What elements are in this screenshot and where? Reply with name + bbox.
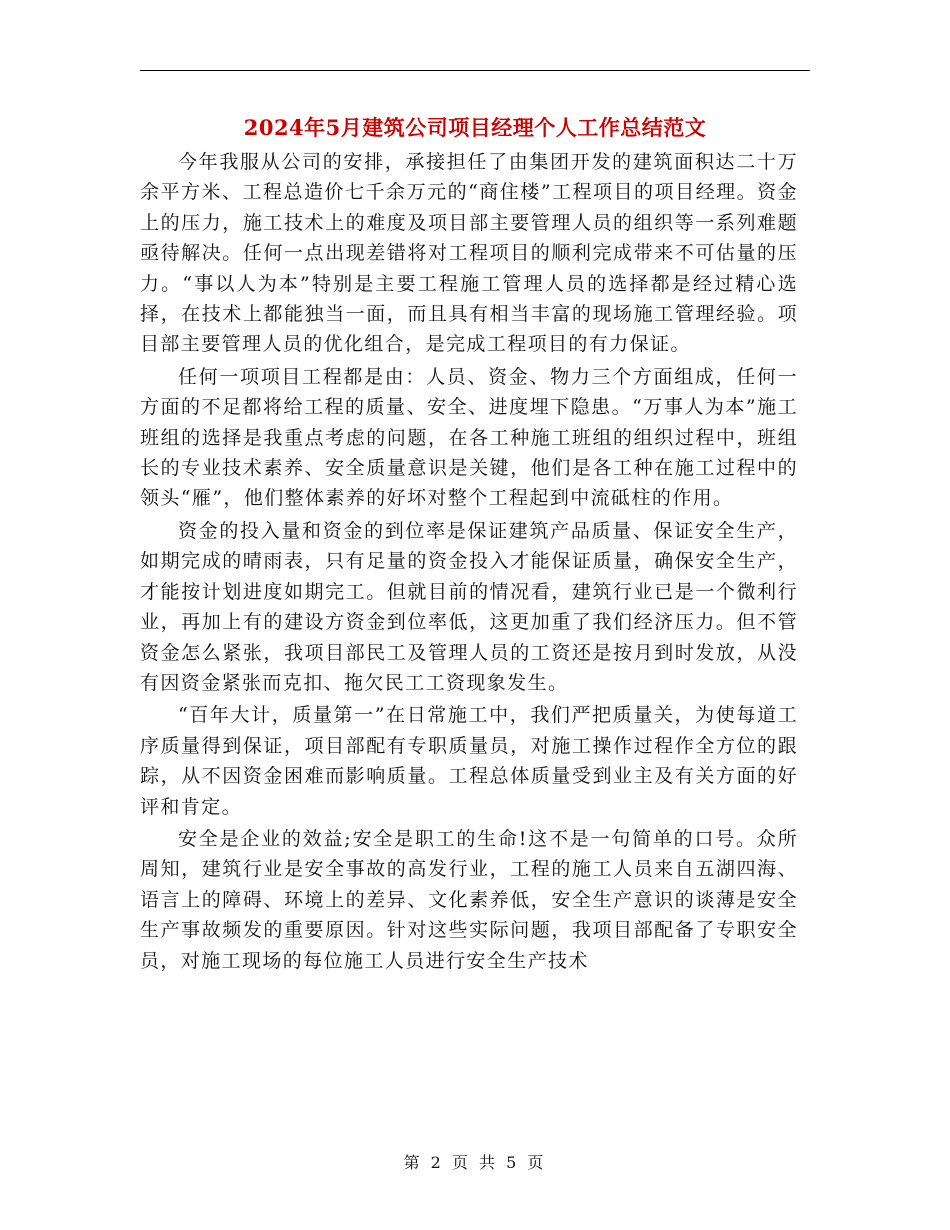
paragraph: 资金的投入量和资金的到位率是保证建筑产品质量、保证安全生产，如期完成的晴雨表，只有足量的资金投入才能保证质量，确保安全生产，才能按计划进度如期完工。但就目前的情况看，建筑行业已是一个微利行业，再加上有的建设方资金到位率低，这更加重了我们经济压力。但不管资金怎么紧张，我项目部民工及管理人员的工资还是按月到时发放，从没有因资金紧张而克扣、拖欠民工工资现象发生。 (140, 519, 798, 694)
page-number-footer: 第 2 页 共 5 页 (403, 1153, 547, 1172)
paragraph: “百年大计，质量第一”在日常施工中，我们严把质量关，为使每道工序质量得到保证，项目部配有专职质量员，对施工操作过程作全方位的跟踪，从不因资金困难而影响质量。工程总体质量受到业主及有关方面的好评和肯定。 (140, 704, 798, 818)
paragraph: 安全是企业的效益;安全是职工的生命!这不是一句简单的口号。众所周知，建筑行业是安全事故的高发行业，工程的施工人员来自五湖四海、语言上的障碍、环境上的差异、文化素养低，安全生产意识的谈薄是安全生产事故频发的重要原因。针对这些实际问题，我项目部配备了专职安全员，对施工现场的每位施工人员进行安全生产技术 (140, 827, 798, 972)
header-rule (140, 70, 810, 71)
paragraph: 今年我服从公司的安排，承接担任了由集团开发的建筑面积达二十万余平方米、工程总造价七千余万元的“商住楼”工程项目的项目经理。资金上的压力，施工技术上的难度及项目部主要管理人员的组织等一系列难题亟待解决。任何一点出现差错将对工程项目的顺利完成带来不可估量的压力。“事以人为本”特别是主要工程施工管理人员的选择都是经过精心选择，在技术上都能独当一面，而且具有相当丰富的现场施工管理经验。项目部主要管理人员的优化组合，是完成工程项目的有力保证。 (140, 151, 798, 356)
document-body (140, 147, 798, 978)
document-title: 2024年5月建筑公司项目经理个人工作总结范文 (243, 115, 707, 140)
paragraph: 任何一项项目工程都是由：人员、资金、物力三个方面组成，任何一方面的不足都将给工程的质量、安全、进度埋下隐患。“万事人为本”施工班组的选择是我重点考虑的问题，在各工种施工班组的组织过程中，班组长的专业技术素养、安全质量意识是关键，他们是各工种在施工过程中的领头“雁”，他们整体素养的好坏对整个工程起到中流砥柱的作用。 (140, 365, 798, 510)
